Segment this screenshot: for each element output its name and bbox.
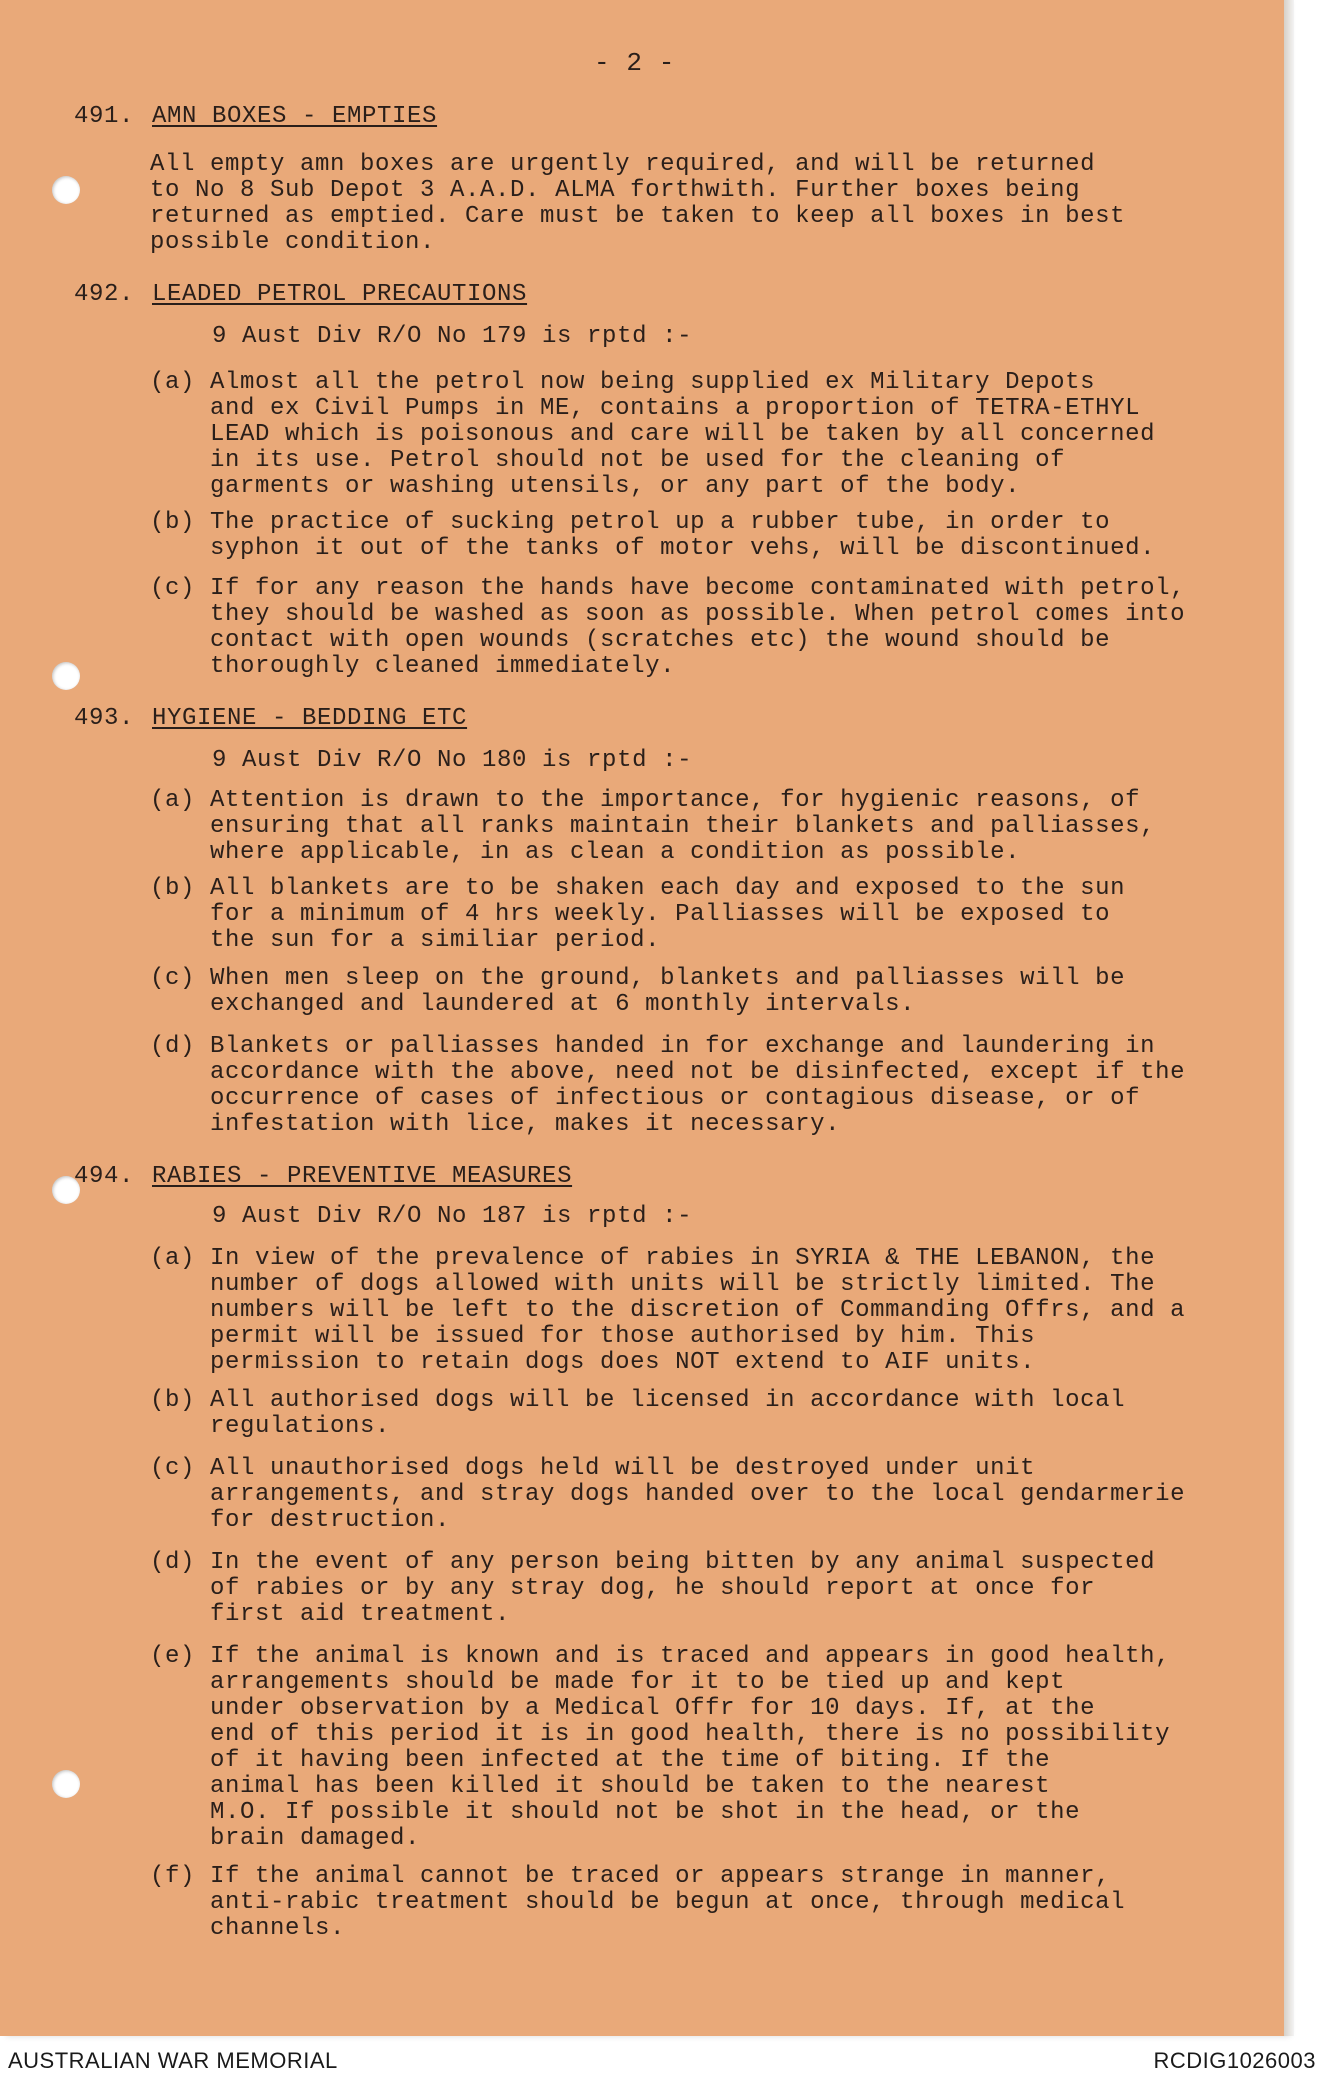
item-label: (b) (150, 509, 196, 536)
item-text: Blankets or palliasses handed in for exchange and laundering in accordance with the above, need not be disinfected, except if the occurrence of cases of infectious or contagious disease, or of infestation with lice, makes it necessary. (210, 1033, 1186, 1138)
section-heading-494 (74, 1164, 572, 1190)
item-label: (f) (150, 1863, 196, 1890)
item-label: (a) (150, 1245, 196, 1272)
item-text: If the animal cannot be traced or appears strange in manner, anti-rabic treatment should be begun at once, through medical channels. (210, 1863, 1126, 1942)
list-item (150, 1456, 1230, 1534)
item-text: If for any reason the hands have become contaminated with petrol, they should be washed as soon as possible. When petrol comes into contact with open wounds (scratches etc) the wound should be thoroughly cleaned immediately. (210, 575, 1186, 680)
list-item (150, 876, 1230, 954)
section-heading-491 (74, 104, 437, 130)
item-label: (c) (150, 965, 196, 992)
item-label: (d) (150, 1549, 196, 1576)
routine-order-reference: 9 Aust Div R/O No 180 is rptd :- (212, 747, 693, 774)
item-label: (b) (150, 1387, 196, 1414)
section-number: 491. (74, 103, 135, 130)
punch-hole (52, 1770, 80, 1798)
list-item (150, 1246, 1230, 1376)
routine-order-reference: 9 Aust Div R/O No 187 is rptd :- (212, 1203, 693, 1230)
item-text: If the animal is known and is traced and appears in good health, arrangements should be made for it to be tied up and kept under observation by a Medical Offr for 10 days. If, at the end of this period it is in good health, there is no possibility of it having been infected at the time of biting. If the animal has been killed it should be taken to the nearest M.O. If possible it should not be shot in the head, or the brain damaged. (210, 1643, 1171, 1852)
item-label: (e) (150, 1643, 196, 1670)
section-heading-493 (74, 706, 467, 732)
list-item (150, 370, 1230, 500)
list-item (150, 788, 1230, 866)
section-title: LEADED PETROL PRECAUTIONS (152, 281, 528, 308)
list-item (150, 1644, 1230, 1852)
item-text: In the event of any person being bitten by any animal suspected of rabies or by any stray dog, he should report at once for first aid treatment. (210, 1549, 1156, 1628)
section-number: 494. (74, 1163, 135, 1190)
item-text: Attention is drawn to the importance, for hygienic reasons, of ensuring that all ranks maintain their blankets and palliasses, where applicable, in as clean a condition as possible. (210, 787, 1156, 866)
list-item (150, 1864, 1230, 1942)
footer-source-label: AUSTRALIAN WAR MEMORIAL (8, 2048, 338, 2073)
item-label: (d) (150, 1033, 196, 1060)
punch-hole (52, 176, 80, 204)
item-label: (a) (150, 369, 196, 396)
item-text: All authorised dogs will be licensed in accordance with local regulations. (210, 1387, 1126, 1440)
punch-hole (52, 662, 80, 690)
list-item (150, 966, 1230, 1018)
list-item (150, 510, 1230, 562)
item-label: (c) (150, 1455, 196, 1482)
section-number: 492. (74, 281, 135, 308)
section-body: All empty amn boxes are urgently required, and will be returned to No 8 Sub Depot 3 A.A.D. ALMA forthwith. Further boxes being returned as emptied. Care must be taken to keep all boxes in best possible condition. (150, 151, 1126, 256)
section-number: 493. (74, 705, 135, 732)
item-label: (b) (150, 875, 196, 902)
section-title: HYGIENE - BEDDING ETC (152, 705, 468, 732)
item-text: All unauthorised dogs held will be destroyed under unit arrangements, and stray dogs handed over to the local gendarmerie for destruction. (210, 1455, 1186, 1534)
routine-order-reference: 9 Aust Div R/O No 179 is rptd :- (212, 323, 693, 350)
item-text: All blankets are to be shaken each day and exposed to the sun for a minimum of 4 hrs weekly. Palliasses will be exposed to the sun for a similiar period. (210, 875, 1126, 954)
list-item (150, 576, 1230, 680)
item-text: Almost all the petrol now being supplied ex Military Depots and ex Civil Pumps in ME, contains a proportion of TETRA-ETHYL LEAD which is poisonous and care will be taken by all concerned in its use. Petrol should not be used for the cleaning of garments or washing utensils, or any part of the body. (210, 369, 1156, 500)
list-item (150, 1388, 1230, 1440)
section-heading-492 (74, 282, 527, 308)
item-label: (c) (150, 575, 196, 602)
page-number: - 2 - (594, 48, 676, 78)
section-title: RABIES - PREVENTIVE MEASURES (152, 1163, 573, 1190)
list-item (150, 1550, 1230, 1628)
list-item (150, 1034, 1230, 1138)
section-title: AMN BOXES - EMPTIES (152, 103, 438, 130)
footer-record-id: RCDIG1026003 (1153, 2048, 1316, 2073)
page-edge (1284, 0, 1294, 2036)
item-text: In view of the prevalence of rabies in SYRIA & THE LEBANON, the number of dogs allowed with units will be strictly limited. The numbers will be left to the discretion of Commanding Offrs, and a permit will be issued for those authorised by him. This permission to retain dogs does NOT extend to AIF units. (210, 1245, 1186, 1376)
item-text: The practice of sucking petrol up a rubber tube, in order to syphon it out of the tanks of motor vehs, will be discontinued. (210, 509, 1156, 562)
item-label: (a) (150, 787, 196, 814)
item-text: When men sleep on the ground, blankets and palliasses will be exchanged and laundered at 6 monthly intervals. (210, 965, 1126, 1018)
